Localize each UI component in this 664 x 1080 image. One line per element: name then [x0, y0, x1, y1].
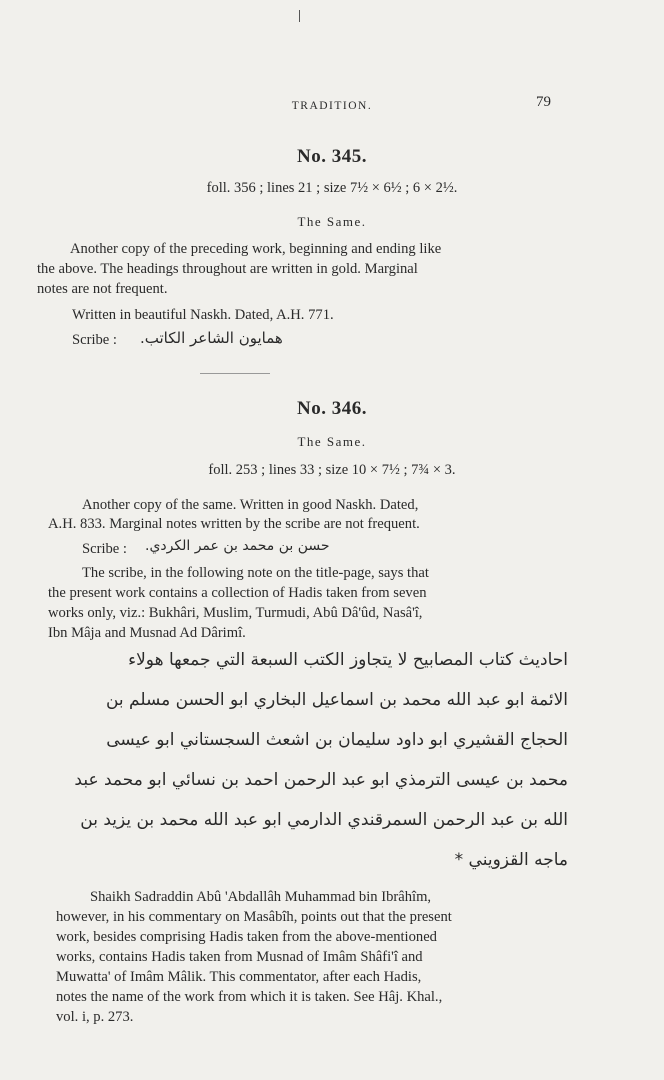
arabic-line-1: احادیث کتاب المصابیح لا یتجاوز الکتب السبعة التي جمعها هولاء: [128, 650, 568, 670]
entry-346-scribe-arabic: حسن بن محمد بن عمر الكردي.: [145, 538, 330, 554]
entry-345-collation: foll. 356 ; lines 21 ; size 7½ × 6½ ; 6 × 2½.: [206, 180, 458, 196]
entry-345-line-1: Another copy of the preceding work, beginning and ending like: [70, 241, 442, 257]
arabic-line-4: محمد بن عیسی الترمذي ابو عبد الرحمن احمد بن نسائي ابو محمد عبد: [74, 770, 568, 790]
entry-346-note-4: Ibn Mâja and Musnad Ad Dârimî.: [48, 625, 246, 641]
arabic-line-5: الله بن عبد الرحمن السمرقندي الدارمي ابو عبد الله محمد بن یزید بن: [80, 810, 568, 830]
entry-346-collation: foll. 253 ; lines 33 ; size 10 × 7½ ; 7¾ × 3.: [208, 462, 456, 478]
entry-345-line-2: the above. The headings throughout are written in gold. Marginal: [37, 261, 418, 277]
entry-345-scribe-label: Scribe :: [72, 332, 117, 348]
commentary-line-3: work, besides comprising Hadis taken from the above-mentioned: [56, 929, 437, 945]
commentary-line-7: vol. i, p. 273.: [56, 1009, 134, 1025]
arabic-line-3: الحجاج القشیري ابو داود سلیمان بن اشعث السجستاني ابو عیسی: [106, 730, 568, 750]
entry-346-note-1: The scribe, in the following note on the title-page, says that: [82, 565, 429, 581]
entry-345-line-3: notes are not frequent.: [37, 281, 168, 297]
entry-346-note-2: the present work contains a collection of Hadis taken from seven: [48, 585, 427, 601]
entry-346-scribe-label: Scribe :: [82, 541, 127, 557]
page-number: 79: [536, 94, 551, 110]
entry-345-scribe-arabic: همایون الشاعر الکاتب.: [140, 329, 283, 347]
entry-345-number: No. 345.: [297, 146, 367, 167]
commentary-line-5: Muwatta' of Imâm Mâlik. This commentator, after each Hadis,: [56, 969, 422, 985]
commentary-line-2: however, in his commentary on Masâbîh, points out that the present: [56, 909, 452, 925]
entry-346-number: No. 346.: [297, 398, 367, 419]
entry-346-line-1: Another copy of the same. Written in good Naskh. Dated,: [82, 497, 419, 513]
entry-346-note-3: works only, viz.: Bukhâri, Muslim, Turmudi, Abû Dâ'ûd, Nasâ'î,: [48, 605, 423, 621]
section-divider: [200, 373, 270, 374]
arabic-line-2: الائمة ابو عبد الله محمد بن اسماعیل البخاري ابو الحسن مسلم بن: [105, 690, 568, 710]
entry-346-line-2: A.H. 833. Marginal notes written by the scribe are not frequent.: [48, 516, 420, 532]
arabic-line-6: ماجه القزویني *: [454, 850, 568, 870]
commentary-line-6: notes the name of the work from which it is taken. See Hâj. Khal.,: [56, 989, 443, 1005]
running-title: TRADITION.: [291, 100, 373, 112]
entry-345-written: Written in beautiful Naskh. Dated, A.H. 771.: [72, 307, 334, 323]
entry-345-heading: The Same.: [297, 214, 367, 229]
commentary-line-1: Shaikh Sadraddin Abû 'Abdallâh Muhammad bin Ibrâhîm,: [90, 889, 432, 905]
page-mark: [299, 10, 300, 22]
entry-346-heading: The Same.: [297, 434, 367, 449]
commentary-line-4: works, contains Hadis taken from Musnad of Imâm Shâfi'î and: [56, 949, 423, 965]
